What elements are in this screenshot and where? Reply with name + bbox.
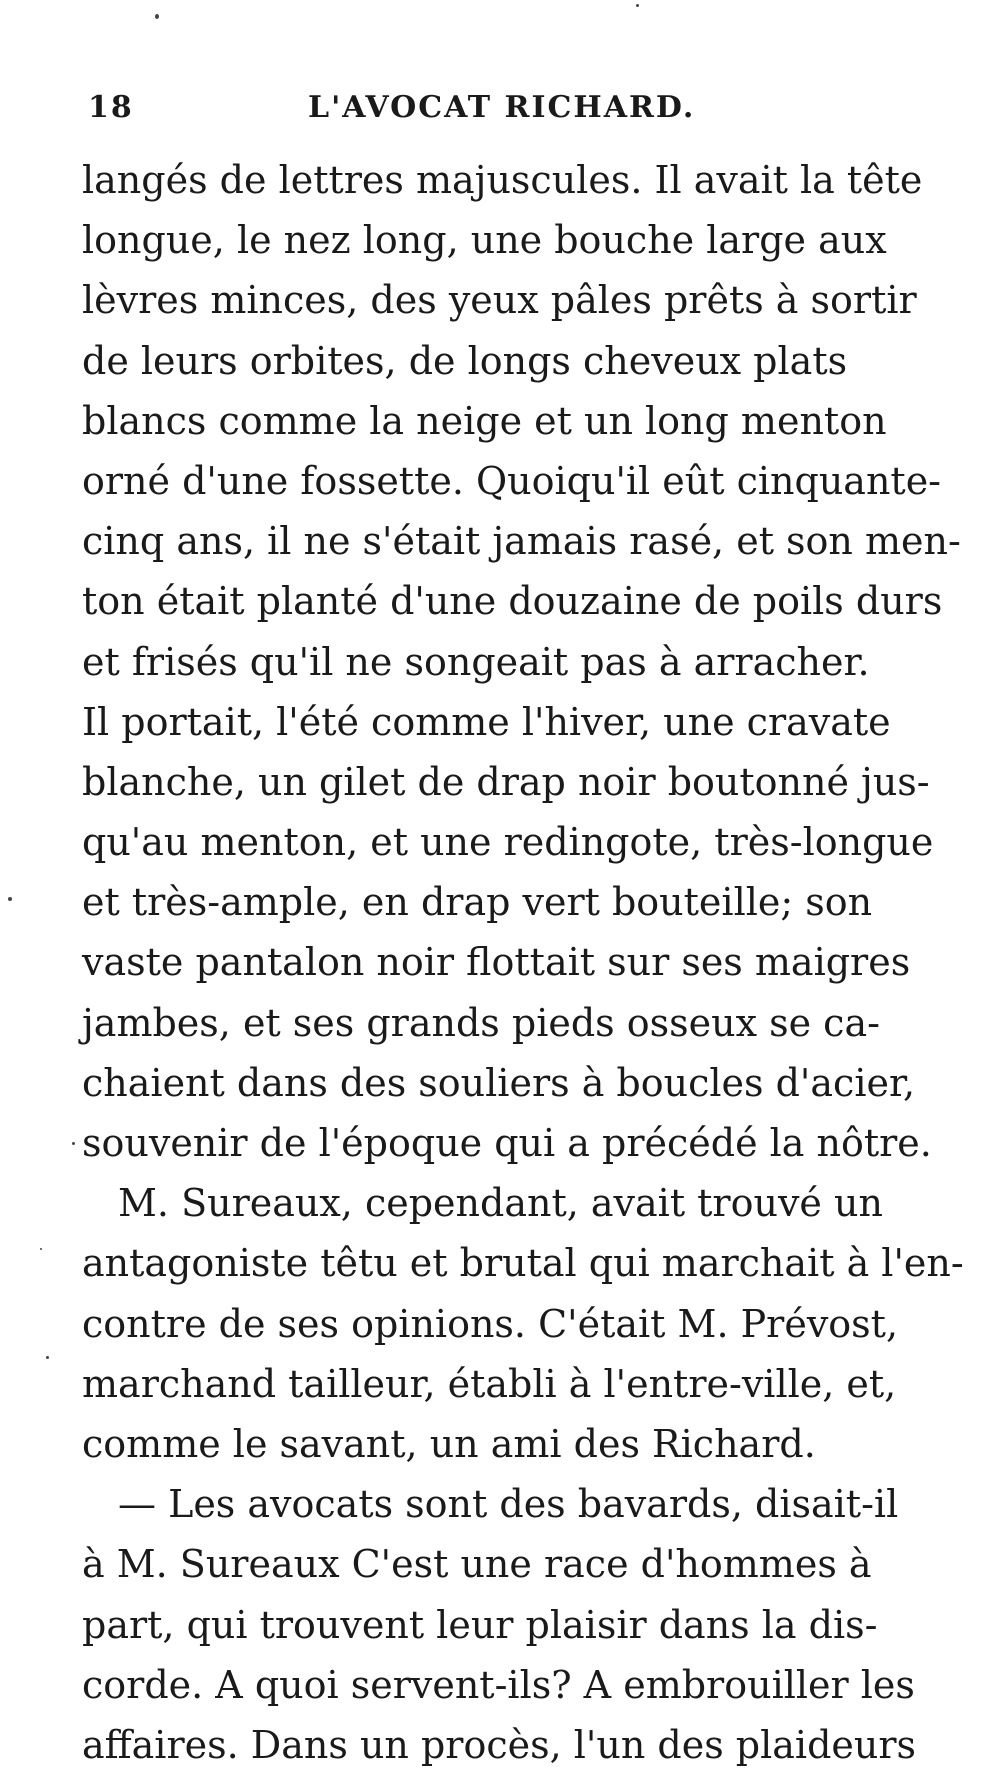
text-line: à M. Sureaux C'est une race d'hommes à (82, 1542, 872, 1587)
text-line: Il portait, l'été comme l'hiver, une cravate (82, 699, 891, 744)
ink-speck (155, 14, 159, 19)
text-line: qu'au menton, et une redingote, très-longue (82, 820, 934, 865)
text-line: lèvres minces, des yeux pâles prêts à sortir (82, 278, 917, 323)
text-line: chaient dans des souliers à boucles d'acier, (82, 1060, 916, 1105)
text-line: langés de lettres majuscules. Il avait la tête (82, 158, 923, 202)
text-line: comme le savant, un ami des Richard. (82, 1421, 816, 1466)
text-line: jambes, et ses grands pieds osseux se ca- (82, 1000, 880, 1045)
ink-speck (8, 897, 12, 901)
text-line: et frisés qu'il ne songeait pas à arracher. (82, 639, 870, 684)
text-line: contre de ses opinions. C'était M. Prévost, (82, 1301, 899, 1346)
text-line: antagoniste têtu et brutal qui marchait à l'en- (82, 1241, 964, 1286)
ink-speck (636, 4, 639, 7)
text-line: et très-ample, en drap vert bouteille; son (82, 880, 873, 925)
running-title: L'AVOCAT RICHARD. (308, 90, 696, 125)
text-line: de leurs orbites, de longs cheveux plats (82, 338, 848, 383)
text-line: part, qui trouvent leur plaisir dans la dis- (82, 1602, 878, 1647)
ink-speck (72, 1142, 75, 1145)
text-line: — Les avocats sont des bavards, disait-il (118, 1482, 899, 1527)
page-header (88, 90, 828, 130)
ink-speck (46, 1356, 49, 1359)
text-line: affaires. Dans un procès, l'un des plaideurs (82, 1722, 917, 1767)
text-line: blanche, un gilet de drap noir boutonné jus- (82, 759, 930, 804)
text-line: souvenir de l'époque qui a précédé la nôtre. (82, 1121, 932, 1165)
text-line: orné d'une fossette. Quoiqu'il eût cinquante- (82, 458, 942, 503)
text-line: vaste pantalon noir flottait sur ses maigres (82, 940, 911, 985)
text-line: longue, le nez long, une bouche large aux (82, 218, 887, 263)
text-line: marchand tailleur, établi à l'entre-ville, et, (82, 1361, 897, 1406)
page-number: 18 (88, 90, 134, 125)
body-text (82, 150, 964, 1775)
ink-speck (40, 1248, 42, 1250)
text-line: corde. A quoi servent-ils? A embrouiller les (82, 1662, 915, 1707)
text-line: cinq ans, il ne s'était jamais rasé, et son men- (82, 519, 961, 564)
text-line: ton était planté d'une douzaine de poils durs (82, 579, 943, 624)
text-line: M. Sureaux, cependant, avait trouvé un (118, 1181, 883, 1226)
text-line: blancs comme la neige et un long menton (82, 398, 887, 443)
